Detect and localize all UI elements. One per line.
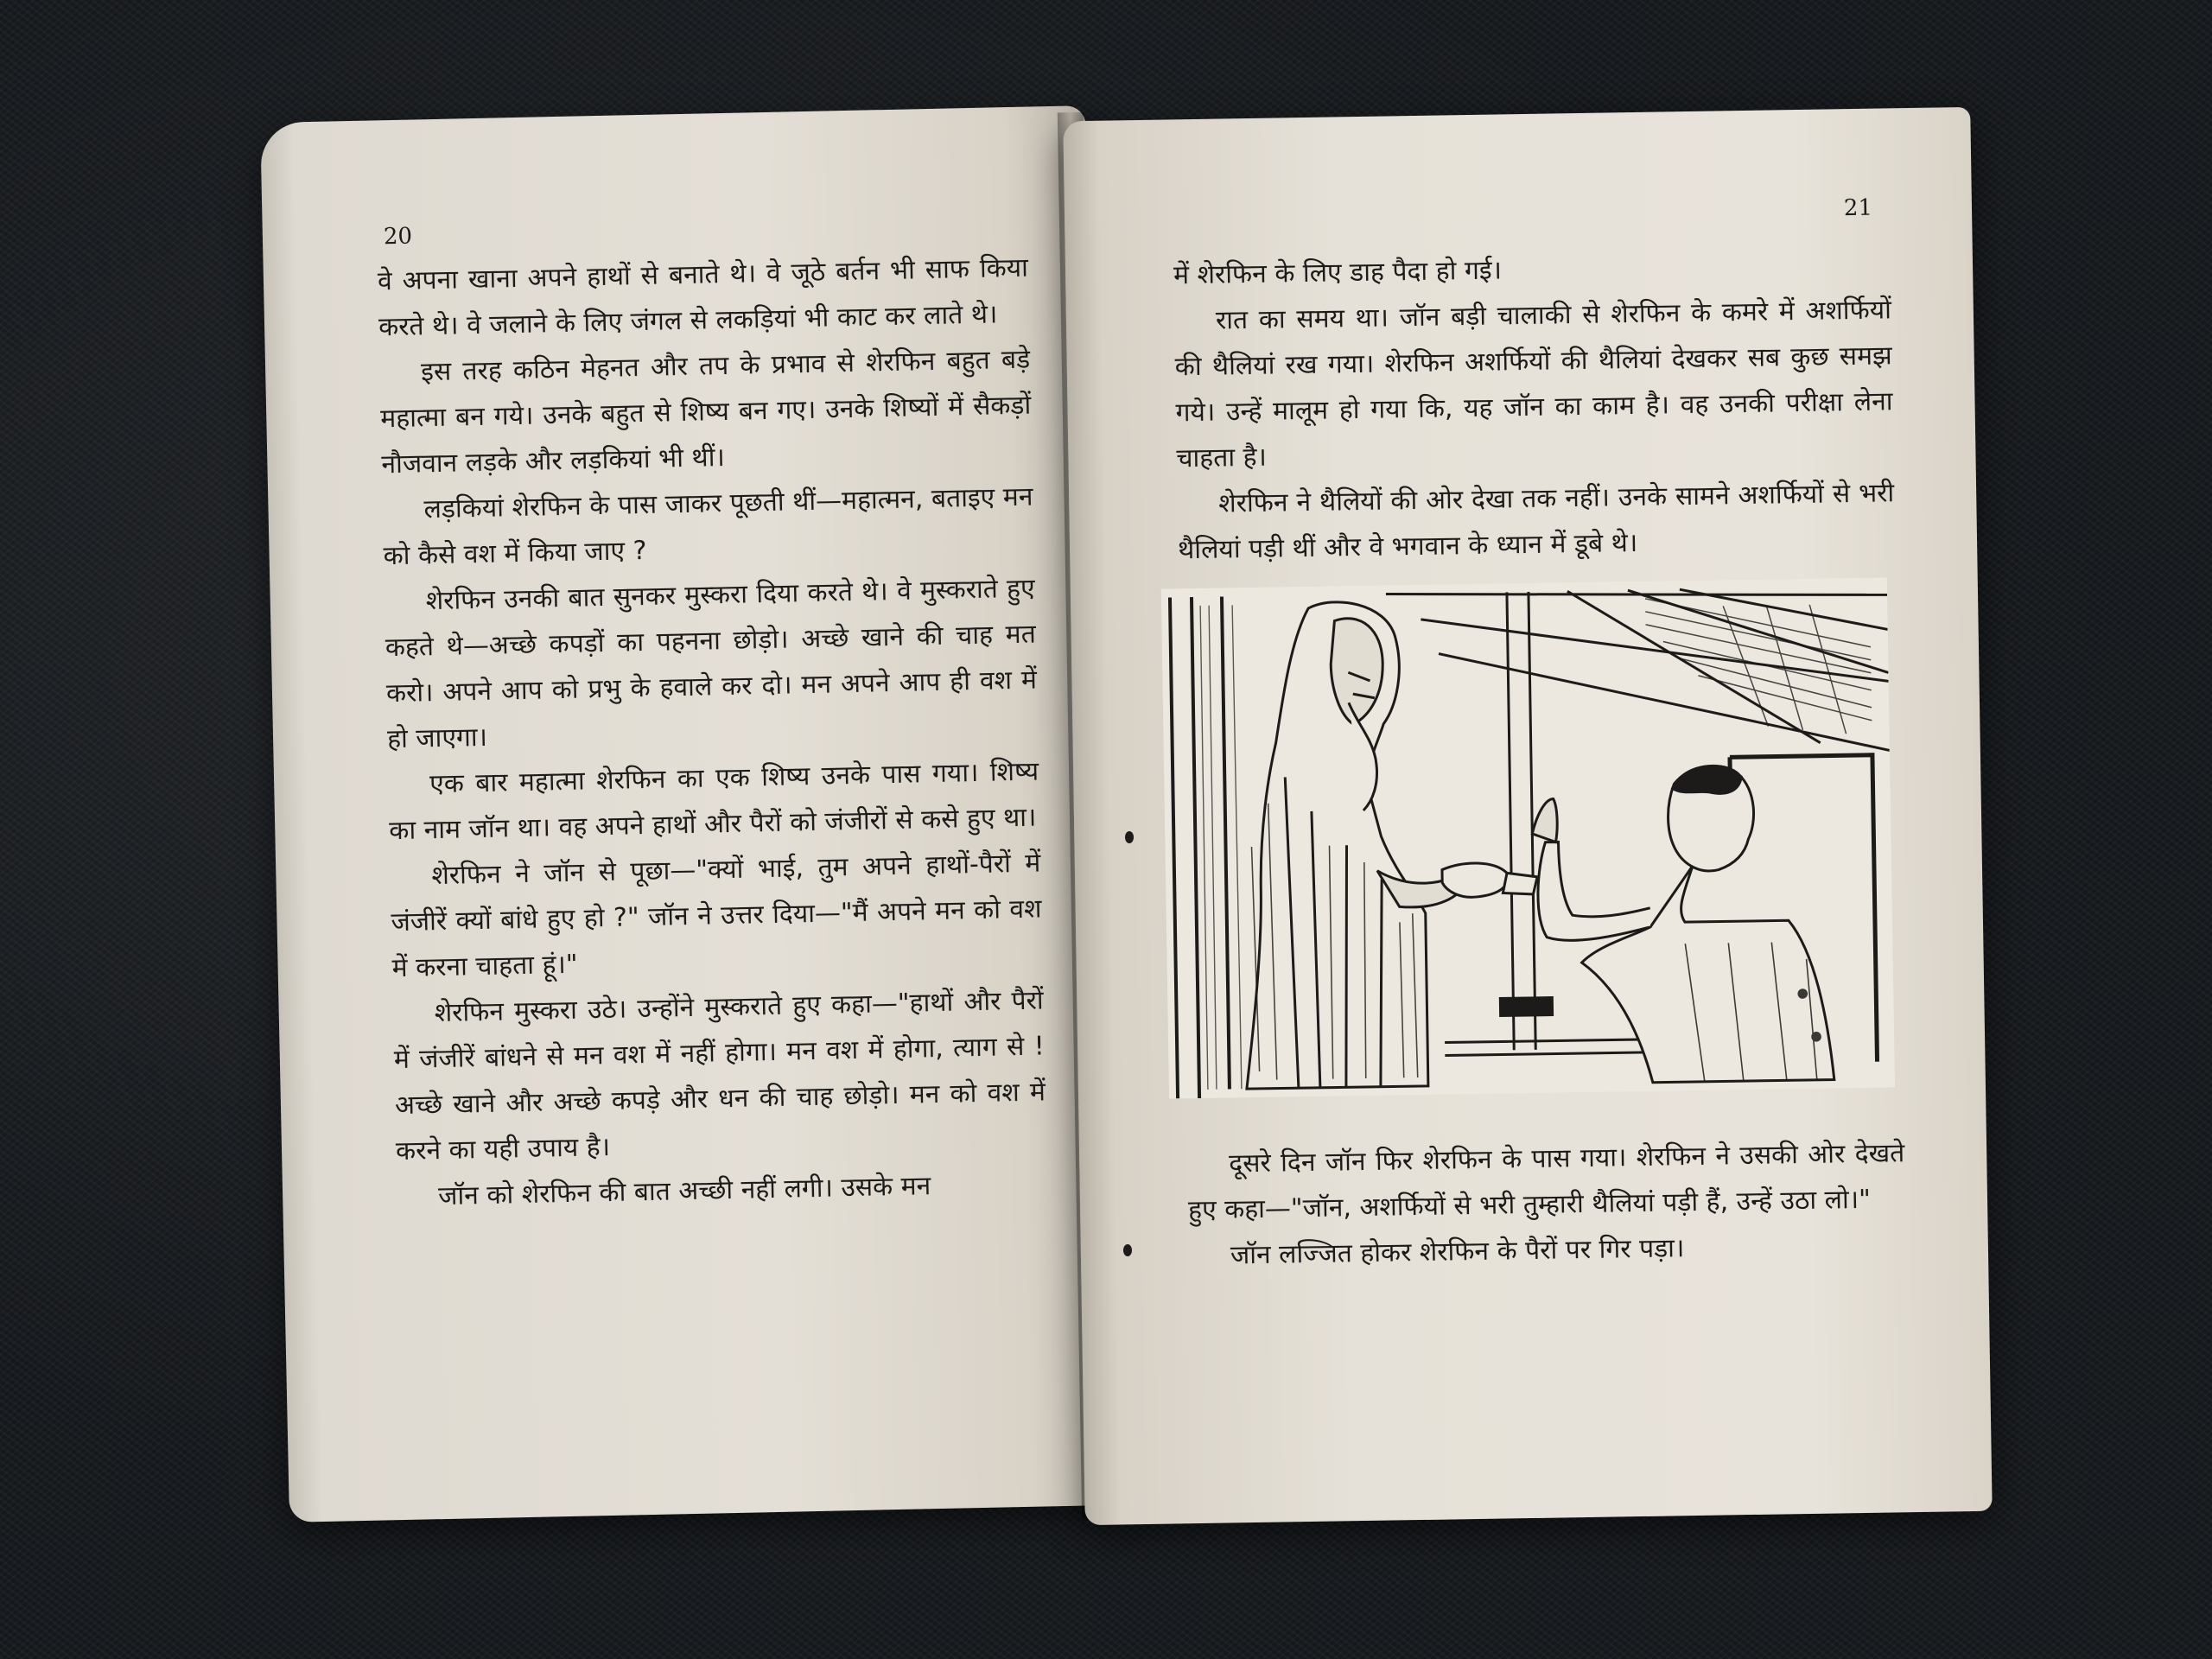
paragraph: शेरफिन ने थैलियों की ओर देखा तक नहीं। उनके सामने अशर्फियों से भरी थैलियां पड़ी थीं और वे भगवान के ध्यान में डूबे थे।	[1177, 478, 1895, 566]
page-number-right: 21	[1843, 194, 1873, 222]
right-page	[1063, 107, 1992, 1525]
right-page-text-bottom	[1187, 1130, 1906, 1279]
ink-drawing	[1161, 577, 1895, 1098]
staple-hole	[1125, 831, 1134, 843]
paragraph: जॉन लज्जित होकर शेरफिन के पैरों पर गिर पड़ा।	[1230, 1233, 1685, 1271]
illustration-sage-and-disciple	[1161, 577, 1895, 1098]
staple-hole	[1123, 1244, 1132, 1256]
page-number-left: 20	[383, 223, 413, 251]
paragraph: रात का समय था। जॉन बड़ी चालाकी से शेरफिन के कमरे में अशर्फियों की थैलियां रख गया। शेरफिन अशर्फियों की थैलियां देखकर सब कुछ समझ गये। उन्हें मालूम हो गया कि, यह जॉन का काम है। वह उनकी परीक्षा लेना चाहता है।	[1174, 295, 1893, 474]
paragraph: दूसरे दिन जॉन फिर शेरफिन के पास गया। शेरफिन ने उसकी ओर देखते हुए कहा—"जॉन, अशर्फियों से भरी तुम्हारी थैलियां पड़ी हैं, उन्हें उठा लो।"	[1187, 1138, 1905, 1226]
paragraph: शेरफिन ने जॉन से पूछा—"क्यों भाई, तुम अपने हाथों-पैरों में जंजीरें क्यों बांधे हुए हो ?" जॉन ने उत्तर दिया—"मैं अपने मन को वश में करना चाहता हूं।"	[391, 848, 1042, 984]
paragraph: लड़कियां शेरफिन के पास जाकर पूछती थीं—महात्मन, बताइए मन को कैसे वश में किया जाए ?	[383, 481, 1033, 572]
left-page-text	[377, 245, 1047, 1221]
paragraph: इस तरह कठिन मेहनत और तप के प्रभाव से शेरफिन बहुत बड़े महात्मा बन गये। उनके बहुत से शिष्य बन गए। उनके शिष्यों में सैकड़ों नौजवान लड़के और लड़कियां भी थीं।	[379, 344, 1032, 480]
paragraph: शेरफिन उनकी बात सुनकर मुस्करा दिया करते थे। वे मुस्कराते हुए कहते थे—अच्छे कपड़ों का पहनना छोड़ो। अच्छे खाने की चाह मत करो। अपने आप को प्रभु के हवाले कर दो। मन अपने आप ही वश में हो जाएगा।	[385, 573, 1038, 755]
paragraph: शेरफिन मुस्करा उठे। उन्होंने मुस्कराते हुए कहा—"हाथों और पैरों में जंजीरें बांधने से मन वश में नहीं होगा। मन वश में होगा, त्याग से ! अच्छे खाने और अच्छे कपड़े और धन की चाह छोड़ो। मन को वश में करने का यही उपाय है।	[393, 985, 1046, 1167]
right-page-text-top	[1173, 241, 1896, 573]
paragraph: में शेरफिन के लिए डाह पैदा हो गई।	[1173, 255, 1503, 291]
paragraph: एक बार महात्मा शेरफिन का एक शिष्य उनके पास गया। शिष्य का नाम जॉन था। वह अपने हाथों और पैरों को जंजीरों से कसे हुए था।	[388, 756, 1039, 847]
left-page	[260, 105, 1115, 1522]
paragraph: जॉन को शेरफिन की बात अच्छी नहीं लगी। उसके मन	[437, 1171, 931, 1212]
paragraph: वे अपना खाना अपने हाथों से बनाते थे। वे जूठे बर्तन भी साफ किया करते थे। वे जलाने के लिए जंगल से लकड़ियां भी काट कर लाते थे।	[377, 252, 1029, 343]
